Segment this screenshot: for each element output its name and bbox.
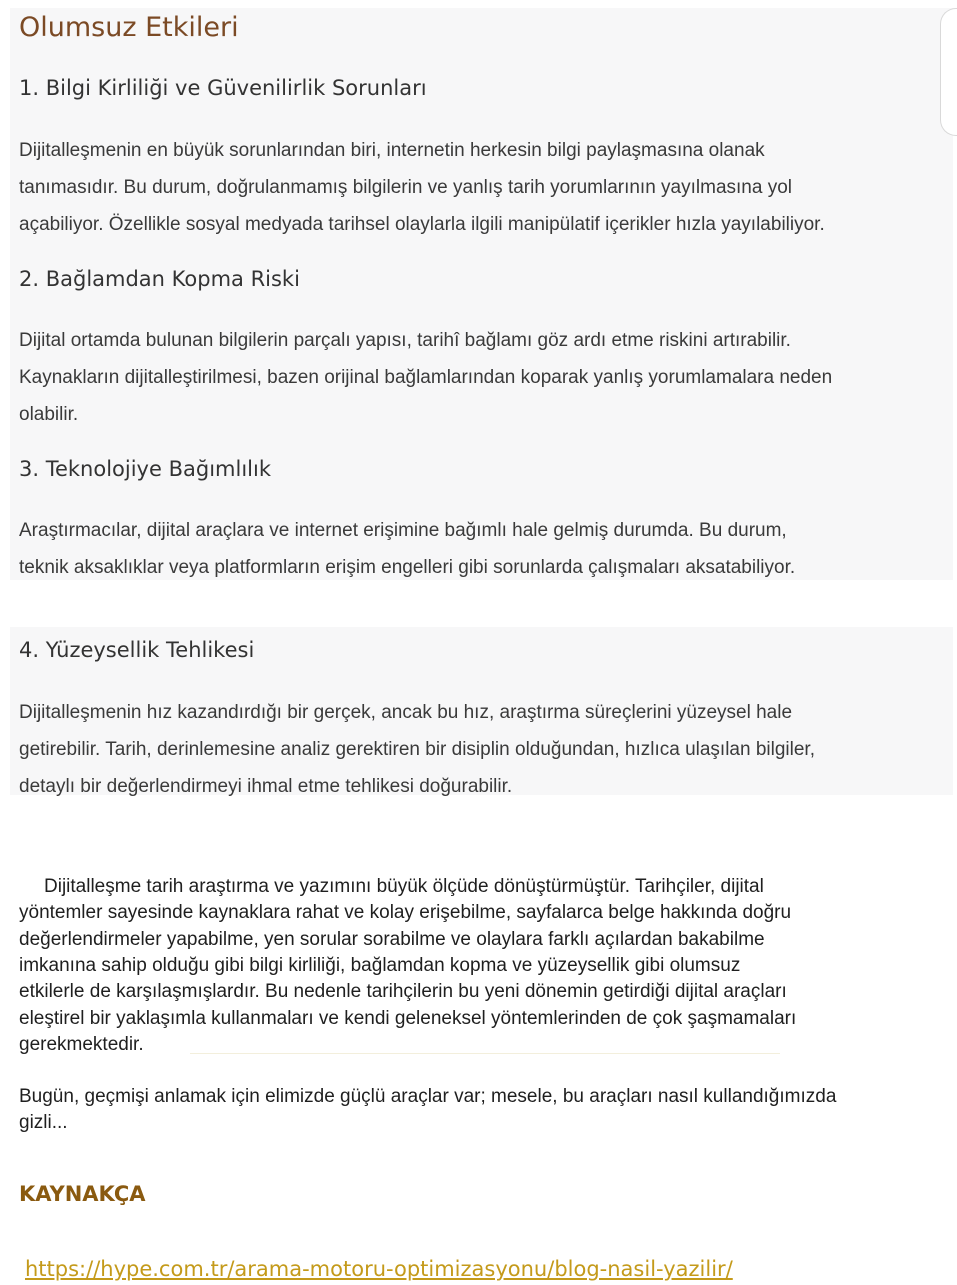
- sources-heading: KAYNAKÇA: [19, 1182, 146, 1206]
- item-1-line-2: tanımasıdır. Bu durum, doğrulanmamış bilgilerin ve yanlış tarih yorumlarının yayılmasına yol: [19, 177, 792, 198]
- divider: [190, 1053, 780, 1054]
- item-heading-2: 2. Bağlamdan Kopma Riski: [19, 267, 300, 291]
- item-4-line-1: Dijitalleşmenin hız kazandırdığı bir gerçek, ancak bu hız, araştırma süreçlerini yüzeysel hale: [19, 702, 793, 723]
- item-heading-1: 1. Bilgi Kirliliği ve Güvenilirlik Sorunları: [19, 76, 427, 100]
- item-heading-3: 3. Teknolojiye Bağımlılık: [19, 457, 271, 481]
- conclusion-line-5: etkilerle de karşılaşmışlardır. Bu nedenle tarihçilerin bu yeni dönemin getirdiği dijital araçları: [19, 981, 787, 1002]
- scroll-handle[interactable]: [940, 8, 957, 136]
- item-1-line-1: Dijitalleşmenin en büyük sorunlarından biri, internetin herkesin bilgi paylaşmasına olanak: [19, 140, 765, 161]
- conclusion-line-4: imkanına sahip olduğu gibi bilgi kirliliği, bağlamdan kopma ve yüzeysellik gibi olumsuz: [19, 955, 741, 976]
- item-2-line-1: Dijital ortamda bulunan bilgilerin parçalı yapısı, tarihî bağlamı göz ardı etme riskini artırabilir.: [19, 330, 791, 351]
- source-link[interactable]: https://hype.com.tr/arama-motoru-optimizasyonu/blog-nasil-yazilir/: [25, 1257, 733, 1281]
- closing-line-1: Bugün, geçmişi anlamak için elimizde güçlü araçlar var; mesele, bu araçları nasıl kullandığımızda: [19, 1086, 837, 1107]
- item-3-line-2: teknik aksaklıklar veya platformların erişim engelleri gibi sorunlarda çalışmaları aksatabiliyor.: [19, 557, 796, 578]
- item-2-line-3: olabilir.: [19, 404, 79, 425]
- item-4-line-2: getirebilir. Tarih, derinlemesine analiz gerektiren bir disiplin olduğundan, hızlıca ulaşılan bilgiler,: [19, 739, 815, 760]
- conclusion-line-6: eleştirel bir yaklaşımla kullanmaları ve kendi geleneksel yöntemlerinden de çok şaşmamaları: [19, 1008, 797, 1029]
- section-title: Olumsuz Etkileri: [19, 12, 239, 43]
- closing-line-2: gizli...: [19, 1112, 68, 1133]
- item-1-line-3: açabiliyor. Özellikle sosyal medyada tarihsel olaylarla ilgili manipülatif içerikler hızla yayılabiliyor.: [19, 214, 825, 235]
- item-4-line-3: detaylı bir değerlendirmeyi ihmal etme tehlikesi doğurabilir.: [19, 776, 513, 797]
- item-heading-4: 4. Yüzeysellik Tehlikesi: [19, 638, 255, 662]
- conclusion-line-3: değerlendirmeler yapabilme, yen sorular sorabilme ve olaylara farklı açılardan bakabilme: [19, 929, 765, 950]
- conclusion-line-1: Dijitalleşme tarih araştırma ve yazımını büyük ölçüde dönüştürmüştür. Tarihçiler, dijital: [44, 876, 764, 897]
- conclusion-line-7: gerekmektedir.: [19, 1034, 144, 1055]
- item-2-line-2: Kaynakların dijitalleştirilmesi, bazen orijinal bağlamlarından koparak yanlış yorumlamalara neden: [19, 367, 833, 388]
- item-3-line-1: Araştırmacılar, dijital araçlara ve internet erişimine bağımlı hale gelmiş durumda. Bu durum,: [19, 520, 787, 541]
- conclusion-line-2: yöntemler sayesinde kaynaklara rahat ve kolay erişebilme, sayfalarca belge hakkında doğru: [19, 902, 792, 923]
